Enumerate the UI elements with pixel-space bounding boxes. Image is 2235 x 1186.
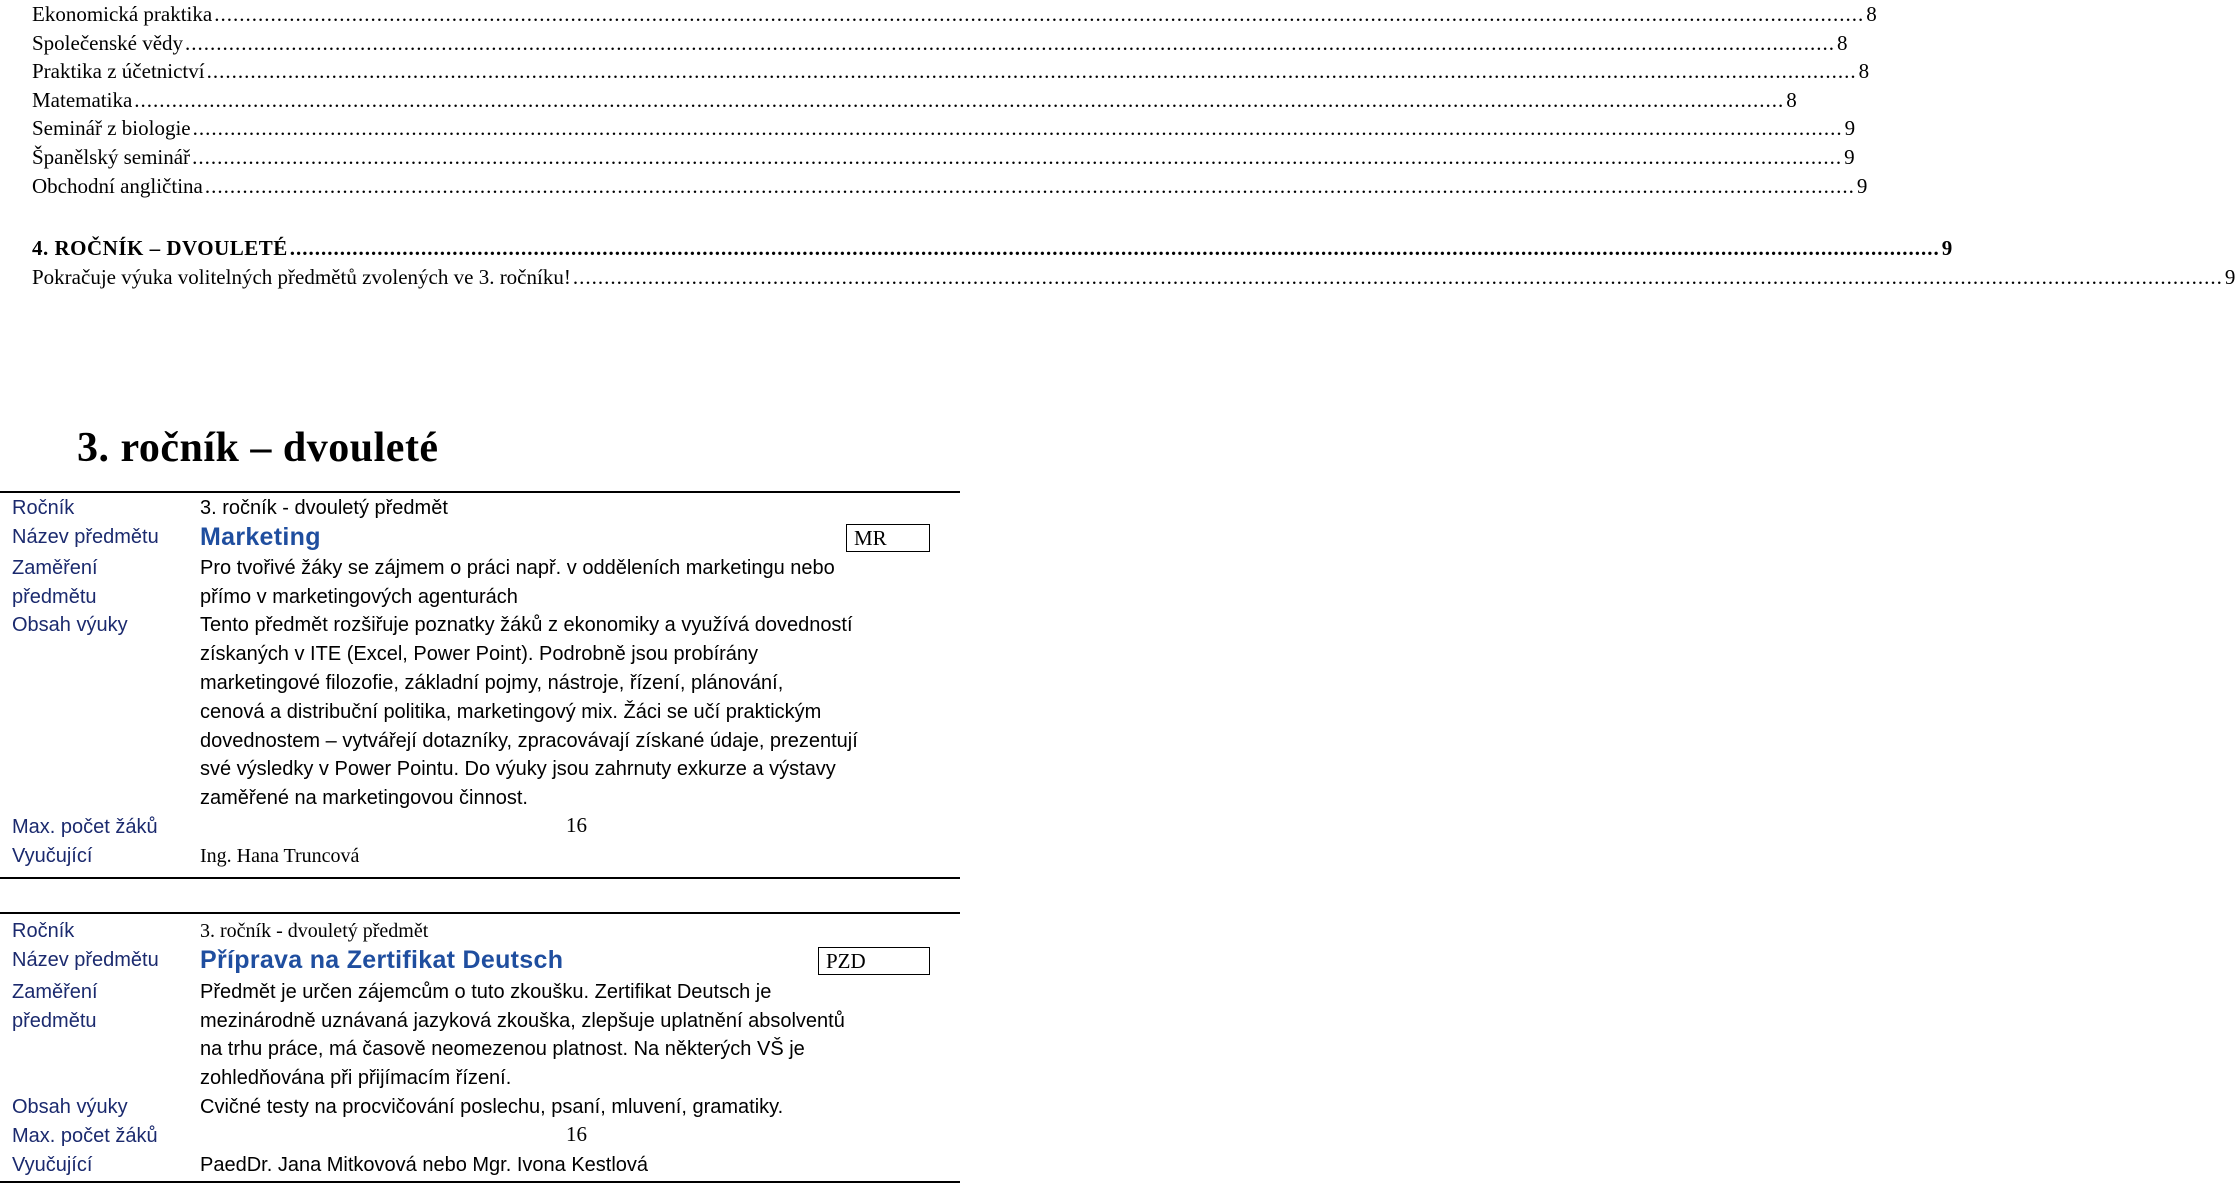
toc-item[interactable] <box>32 143 1855 172</box>
row-zamereni <box>0 554 960 612</box>
row-nazev <box>0 523 960 554</box>
row-obsah <box>0 611 960 813</box>
toc-item-page: 8 <box>1786 87 1797 112</box>
toc-item-title: Španělský seminář <box>32 144 191 169</box>
value-zamereni: Pro tvořivé žáky se zájmem o práci např. v odděleních marketingu nebo přímo v marketingových agenturách <box>200 556 835 608</box>
toc-item-page: 8 <box>1837 30 1848 55</box>
row-obsah <box>0 1093 960 1122</box>
toc-item[interactable] <box>32 57 1870 86</box>
toc-item[interactable] <box>32 172 1868 201</box>
course-code: PZD <box>818 947 930 975</box>
value-max: 16 <box>566 1121 587 1146</box>
row-nazev <box>0 946 960 978</box>
toc-section <box>32 234 2235 291</box>
toc-item[interactable] <box>32 0 1877 29</box>
toc-item[interactable] <box>32 29 1848 58</box>
value-rocnik: 3. ročník - dvouletý předmět <box>200 497 448 519</box>
value-vyucujici: PaedDr. Jana Mitkovová nebo Mgr. Ivona Kestlová <box>200 1153 649 1176</box>
toc-item-page: 8 <box>1858 59 1870 84</box>
row-vyucujici <box>0 842 960 877</box>
label-nazev: Název předmětu <box>12 525 159 548</box>
label-max: Max. počet žáků <box>12 815 158 838</box>
label-rocnik: Ročník <box>12 920 75 942</box>
row-max <box>0 1122 960 1151</box>
toc-item[interactable] <box>32 114 1856 143</box>
toc-item-page: 9 <box>1844 116 1856 141</box>
toc-section-title: 4. ROČNÍK – DVOULETÉ <box>32 236 288 260</box>
label-vyucujici: Vyučující <box>12 844 93 867</box>
label-nazev: Název předmětu <box>12 948 159 971</box>
toc-item-page: 9 <box>1844 144 1855 169</box>
toc-section-page: 9 <box>1941 236 1953 260</box>
label-vyucujici: Vyučující <box>12 1153 93 1176</box>
row-rocnik <box>0 914 960 946</box>
value-max: 16 <box>566 812 587 837</box>
label-max: Max. počet žáků <box>12 1124 158 1147</box>
label-zamereni: Zaměření předmětu <box>12 556 98 608</box>
toc-item-title: Matematika <box>32 87 133 112</box>
value-vyucujici: Ing. Hana Truncová <box>200 844 360 867</box>
label-rocnik: Ročník <box>12 497 75 519</box>
toc-item-title: Společenské vědy <box>32 30 184 55</box>
toc-item-title: Seminář z biologie <box>32 116 191 141</box>
toc-item-title: Obchodní angličtina <box>32 173 203 198</box>
label-obsah: Obsah výuky <box>12 1095 128 1118</box>
row-zamereni <box>0 978 960 1093</box>
value-obsah: Cvičné testy na procvičování poslechu, psaní, mluvení, gramatiky. <box>200 1095 784 1118</box>
label-obsah: Obsah výuky <box>12 614 128 637</box>
toc-item-title: Ekonomická praktika <box>32 2 213 26</box>
section-heading: 3. ročník – dvouleté <box>77 425 439 471</box>
value-obsah: Tento předmět rozšiřuje poznatky žáků z ekonomiky a využívá dovedností získaných v ITE (Excel, Power Point). Podrobně jsou probírány marketingové filozofie, základní pojmy, nástroje, řízení, plánování, cenová a distribuční politika, marketingový mix. Žáci se učí praktickým dovednostem – vytvářejí dotazníky, zpracovávají získané údaje, prezentují své výsledky v Power Pointu. Do výuky jsou zahrnuty exkurze a výstavy zaměřené na marketingovou činnost. <box>200 614 858 810</box>
row-rocnik <box>0 493 960 523</box>
course-title: Příprava na Zertifikat Deutsch <box>200 945 564 974</box>
table-of-contents <box>32 0 1877 200</box>
value-rocnik: 3. ročník - dvouletý předmět <box>200 920 429 942</box>
toc-item-title: Praktika z účetnictví <box>32 59 205 84</box>
label-zamereni: Zaměření předmětu <box>12 980 98 1032</box>
course-card-zertifikat <box>0 912 960 1183</box>
row-vyucujici <box>0 1151 960 1181</box>
toc-section-item[interactable] <box>32 234 1953 263</box>
toc-note-page: 9 <box>2224 264 2235 289</box>
row-max <box>0 813 960 842</box>
course-title: Marketing <box>200 522 321 551</box>
course-card-marketing <box>0 491 960 879</box>
value-zamereni: Předmět je určen zájemcům o tuto zkoušku. Zertifikat Deutsch je mezinárodně uznávaná jazyková zkouška, zlepšuje uplatnění absolventů na trhu práce, má časově neomezenou platnost. Na některých VŠ je zohledňována při přijímacím řízení. <box>200 980 845 1090</box>
toc-note-item[interactable] <box>32 263 2235 292</box>
toc-note-title: Pokračuje výuka volitelných předmětů zvolených ve 3. ročníku! <box>32 264 571 289</box>
toc-item[interactable] <box>32 86 1797 115</box>
toc-item-page: 9 <box>1856 173 1868 198</box>
toc-item-page: 8 <box>1866 2 1877 26</box>
course-code: MR <box>846 524 930 552</box>
